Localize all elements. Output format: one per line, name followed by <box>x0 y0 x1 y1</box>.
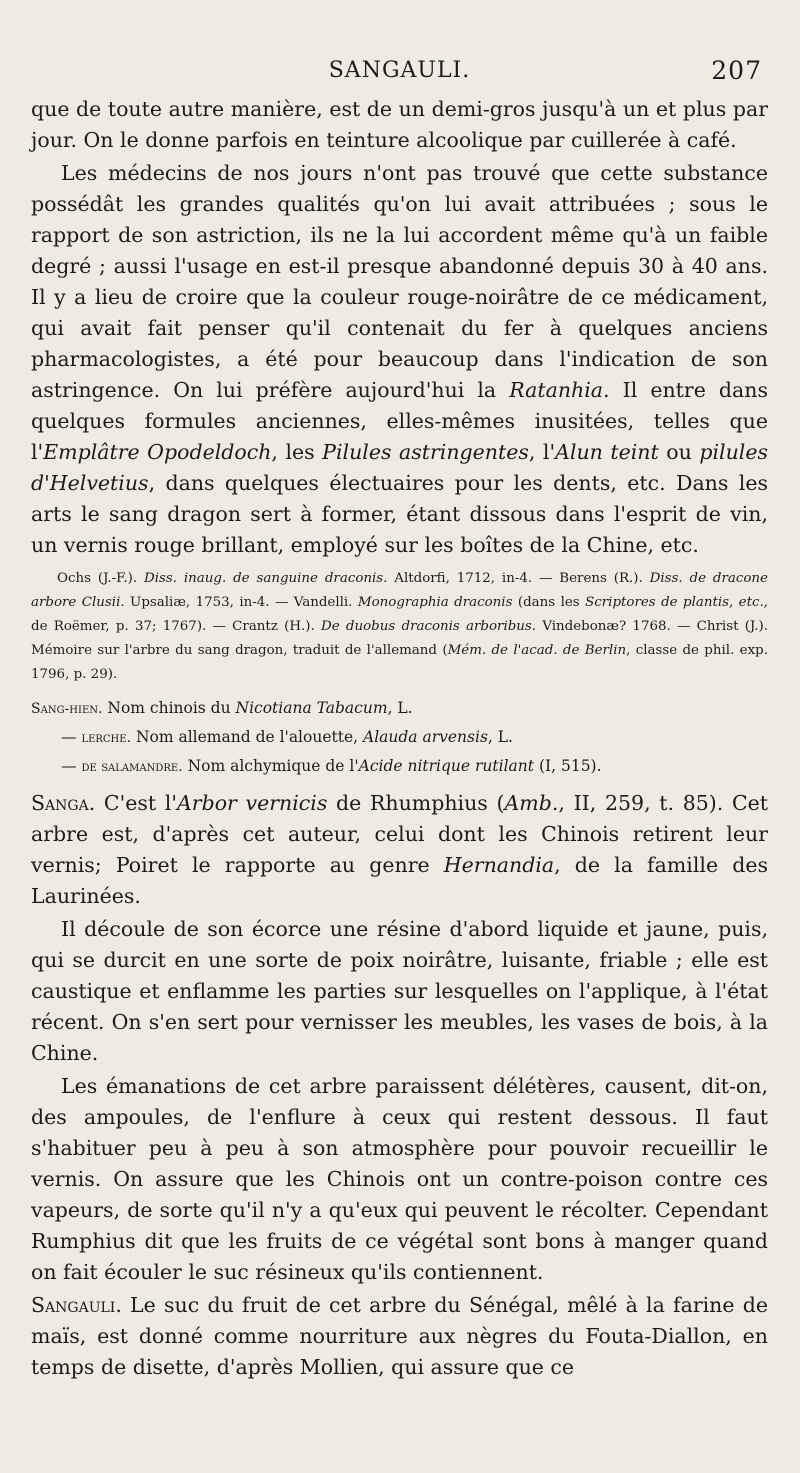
paragraph-sanga-emanations: Les émanations de cet arbre paraissent délétères, causent, dit-on, des ampoules, de l'enflure à ceux qui restent dessous. Il faut s'habituer peu à peu à son atmosphère pour pouvoir recueillir le vernis. On assure que les Chinois ont un contre-poison contre ces vapeurs, de sorte qu'il n'y a qu'eux qui peuvent le récolter. Cependant Rumphius dit que les fruits de ce végétal sont bons à manger quand on fait écouler le suc résineux qu'ils contiennent. <box>31 1074 768 1284</box>
bibliography-references: Ochs (J.-F.). Diss. inaug. de sanguine draconis. Altdorfi, 1712, in-4. — Berens (R.). Diss. de dracone arbore Clusii. Upsaliæ, 1753, in-4. — Vandelli. Monographia draconis (dans les Scriptores de plantis, etc., de Roëmer, p. 37; 1767). — Crantz (H.). De duobus draconis arboribus. Vindebonæ? 1768. — Christ (J.). Mémoire sur l'arbre du sang dragon, traduit de l'allemand (Mém. de l'acad. de Berlin, classe de phil. exp. 1796, p. 29). <box>31 571 769 682</box>
paragraph-sang-dragon-use: Les médecins de nos jours n'ont pas trouvé que cette substance possédât les grandes qualités qu'on lui avait attribuées ; sous le rapport de son astriction, ils ne la lui accordent même qu'à un faible degré ; aussi l'usage en est-il presque abandonné depuis 30 à 40 ans. Il y a lieu de croire que la couleur rouge-noirâtre de ce médicament, qui avait fait penser qu'il contenait du fer à quelques anciens pharmacologistes, a été pour beaucoup dans l'indication de son astringence. On lui préfère aujourd'hui la Ratanhia. Il entre dans quelques formules anciennes, elles-mêmes inusitées, telles que l'Emplâtre Opodeldoch, les Pilules astringentes, l'Alun teint ou pilules d'Helvetius, dans quelques électuaires pour les dents, etc. Dans les arts le sang dragon sert à former, étant dissous dans l'esprit de vin, un vernis rouge brillant, employé sur les boîtes de la Chine, etc. <box>31 161 768 557</box>
page-title: SANGAULI. <box>328 58 471 83</box>
entry-sangauli: Sangauli. Le suc du fruit de cet arbre du Sénégal, mêlé à la farine de maïs, est donné comme nourriture aux nègres du Fouta-Diallon, en temps de disette, d'après Mollien, qui assure que ce <box>31 1293 768 1379</box>
running-head <box>31 52 768 94</box>
page-number: 207 <box>711 56 762 85</box>
entry-sang-de-salamandre: — de salamandre. Nom alchymique de l'Acide nitrique rutilant (I, 515). <box>61 757 602 775</box>
main-text <box>31 94 768 1383</box>
entry-sang-hien: Sang-hien. Nom chinois du Nicotiana Tabacum, L. <box>31 699 413 717</box>
paragraph-sanga-resin: Il découle de son écorce une résine d'abord liquide et jaune, puis, qui se durcit en une sorte de poix noirâtre, luisante, friable ; elle est caustique et enflamme les parties sur lesquelles on l'applique, à l'état récent. On s'en sert pour vernisser les meubles, les vases de bois, à la Chine. <box>31 917 768 1065</box>
entry-sang-lerche: — lerche. Nom allemand de l'alouette, Alauda arvensis, L. <box>61 728 513 746</box>
entry-sanga: Sanga. C'est l'Arbor vernicis de Rhumphius (Amb., II, 259, t. 85). Cet arbre est, d'après cet auteur, celui dont les Chinois retirent leur vernis; Poiret le rapporte au genre Hernandia, de la famille des Laurinées. <box>31 791 769 908</box>
paragraph-continuation: que de toute autre manière, est de un demi-gros jusqu'à un et plus par jour. On le donne parfois en teinture alcoolique par cuillerée à café. <box>31 97 768 152</box>
